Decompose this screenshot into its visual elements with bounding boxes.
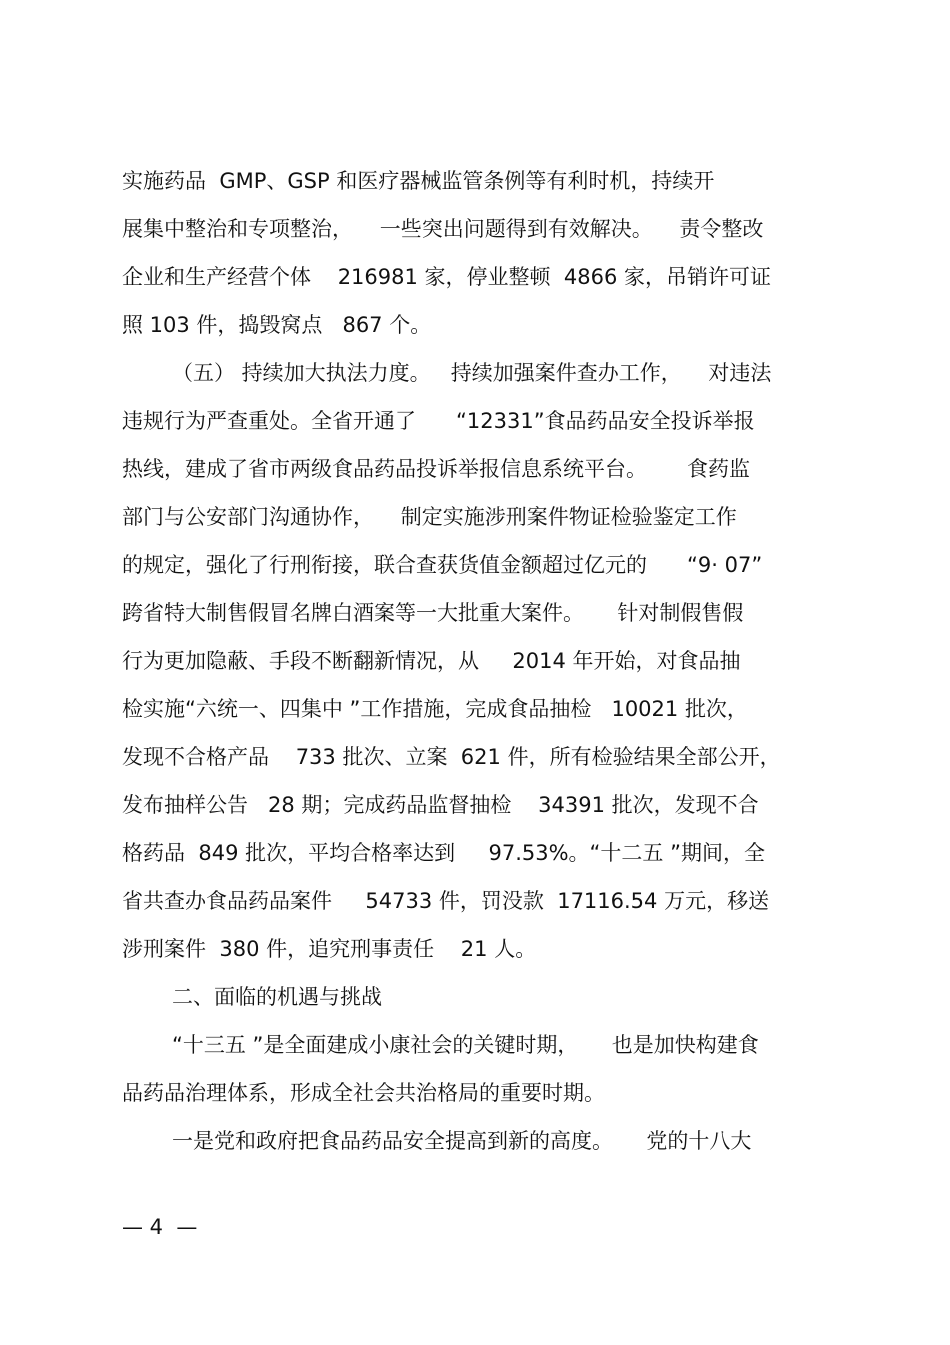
page-number: — 4 — — [122, 1215, 198, 1239]
body-text-line: 涉刑案件 380 件，追究刑事责任 21 人。 — [122, 937, 537, 961]
body-text-line: 品药品治理体系，形成全社会共治格局的重要时期。 — [122, 1081, 605, 1105]
body-text-line: 发现不合格产品 733 批次、立案 621 件，所有检验结果全部公开， — [122, 745, 781, 769]
body-text-line: 违规行为严查重处。全省开通了 “12331”食品药品安全投诉举报 — [122, 409, 755, 433]
body-text-line: 照 103 件，捣毁窝点 867 个。 — [122, 313, 432, 337]
body-text-line: 一是党和政府把食品药品安全提高到新的高度。 党的十八大 — [172, 1129, 752, 1153]
body-text-line: 跨省特大制售假冒名牌白酒案等一大批重大案件。 针对制假售假 — [122, 601, 744, 625]
body-text-line: 展集中整治和专项整治， 一些突出问题得到有效解决。 责令整改 — [122, 217, 764, 241]
body-text-line: 行为更加隐蔽、手段不断翻新情况，从 2014 年开始，对食品抽 — [122, 649, 741, 673]
body-text-line: 的规定，强化了行刑衔接，联合查获货值金额超过亿元的 “9· 07” — [122, 553, 763, 577]
body-text-line: 发布抽样公告 28 期；完成药品监督抽检 34391 批次，发现不合 — [122, 793, 759, 817]
section-heading-line: （五） 持续加大执法力度。 持续加强案件查办工作， 对违法 — [172, 361, 772, 385]
body-text-line: 企业和生产经营个体 216981 家，停业整顿 4866 家，吊销许可证 — [122, 265, 772, 289]
body-text-line: 格药品 849 批次，平均合格率达到 97.53%。“十二五 ”期间，全 — [122, 841, 765, 865]
body-text-line: 实施药品 GMP、GSP 和医疗器械监管条例等有利时机，持续开 — [122, 169, 715, 193]
body-text-line: 部门与公安部门沟通协作， 制定实施涉刑案件物证检验鉴定工作 — [122, 505, 737, 529]
section-heading: 二、面临的机遇与挑战 — [172, 985, 382, 1009]
body-text-line: “十三五 ”是全面建成小康社会的关键时期， 也是加快构建食 — [172, 1033, 759, 1057]
body-text-line: 热线，建成了省市两级食品药品投诉举报信息系统平台。 食药监 — [122, 457, 751, 481]
body-text-line: 省共查办食品药品案件 54733 件，罚没款 17116.54 万元，移送 — [122, 889, 770, 913]
body-text-line: 检实施“六统一、四集中 ”工作措施，完成食品抽检 10021 批次， — [122, 697, 748, 721]
